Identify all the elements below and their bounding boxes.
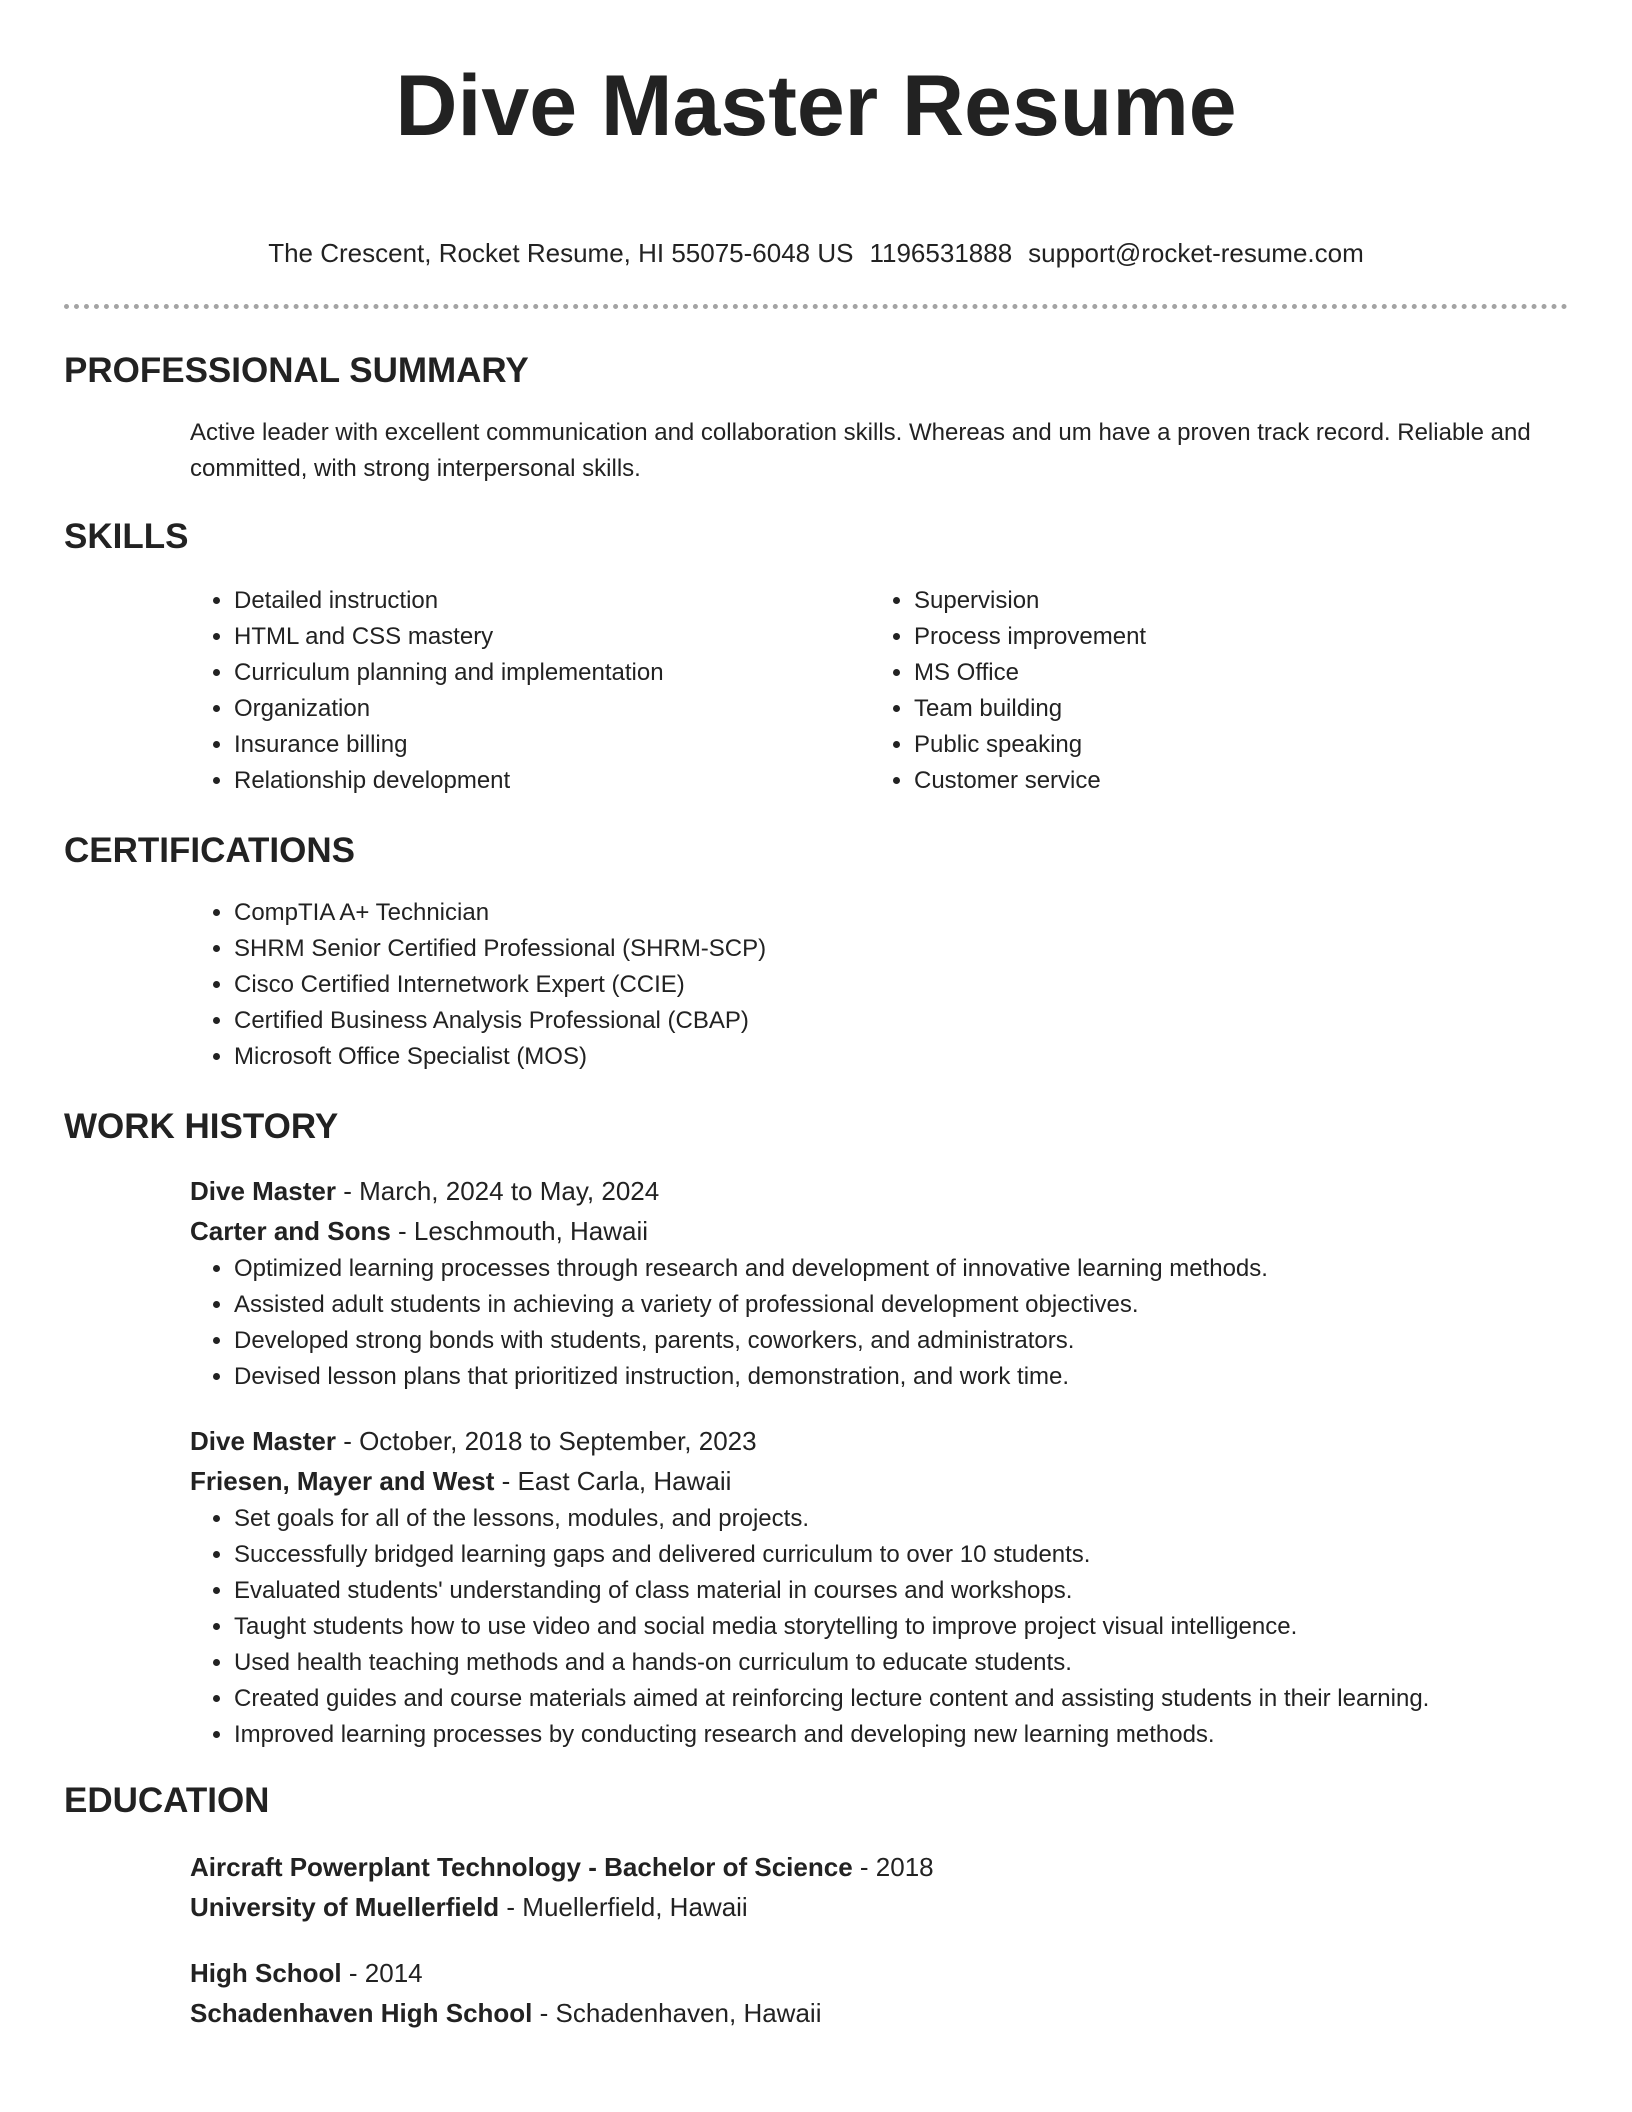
education-heading: EDUCATION [64,1781,270,1820]
certifications-list [190,895,1568,1075]
certification-item: • Certified Business Analysis Professional (CBAP) [234,1003,1568,1039]
job-duty-item: • Optimized learning processes through research and development of innovative learning methods. [234,1251,1568,1287]
job-location: - Leschmouth, Hawaii [390,1216,649,1246]
certification-item: • CompTIA A+ Technician [234,895,1568,931]
education-body [190,1847,1568,2033]
skills-list-left [190,583,870,799]
job-entry [190,1421,1568,1753]
header-divider [64,304,1568,309]
job-entry [190,1171,1568,1395]
skills-list-right [870,583,1550,799]
job-duties-list [190,1251,1568,1395]
job-company-line [190,1211,1568,1251]
contact-address: The Crescent, Rocket Resume, HI 55075-6048 US [268,238,854,268]
job-duty-item: • Successfully bridged learning gaps and delivered curriculum to over 10 students. [234,1537,1568,1573]
education-degree-line [190,1847,1568,1887]
job-title-line [190,1171,1568,1211]
job-duty-item: • Developed strong bonds with students, parents, coworkers, and administrators. [234,1323,1568,1359]
job-location: - East Carla, Hawaii [494,1466,732,1496]
skills-heading: SKILLS [64,517,189,556]
job-duty-item: • Devised lesson plans that prioritized instruction, demonstration, and work time. [234,1359,1568,1395]
education-year: - 2014 [341,1958,423,1988]
skill-item: • Curriculum planning and implementation [234,655,870,691]
work-history-body [190,1171,1568,1753]
education-entry [190,1847,1568,1927]
skills-column-right [870,583,1550,799]
contact-email: support@rocket-resume.com [1028,238,1364,268]
contact-line [64,236,1568,270]
skill-item: • Public speaking [914,727,1550,763]
job-duty-item: • Set goals for all of the lessons, modules, and projects. [234,1501,1568,1537]
education-year: - 2018 [852,1852,934,1882]
summary-text: Active leader with excellent communication and collaboration skills. Whereas and um have a proven track record. Reliable and committed, with strong interpersonal skills. [190,419,1531,482]
education-school-line [190,1993,1568,2033]
certification-item: • SHRM Senior Certified Professional (SHRM-SCP) [234,931,1568,967]
skill-item: • Supervision [914,583,1550,619]
job-duty-item: • Assisted adult students in achieving a variety of professional development objectives. [234,1287,1568,1323]
job-dates: - March, 2024 to May, 2024 [335,1176,660,1206]
job-dates: - October, 2018 to September, 2023 [335,1426,757,1456]
skill-item: • HTML and CSS mastery [234,619,870,655]
summary-heading: PROFESSIONAL SUMMARY [64,351,529,390]
skill-item: • Customer service [914,763,1550,799]
job-duties-list [190,1501,1568,1753]
education-degree: High School [190,1958,342,1988]
job-role: Dive Master [190,1426,336,1456]
education-degree-line [190,1953,1568,1993]
job-company-line [190,1461,1568,1501]
skill-item: • Process improvement [914,619,1550,655]
certification-item: • Cisco Certified Internetwork Expert (CCIE) [234,967,1568,1003]
job-duty-item: • Taught students how to use video and social media storytelling to improve project visual intelligence. [234,1609,1568,1645]
job-duty-item: • Evaluated students' understanding of class material in courses and workshops. [234,1573,1568,1609]
job-duty-item: • Used health teaching methods and a hands-on curriculum to educate students. [234,1645,1568,1681]
contact-phone: 1196531888 [869,238,1013,268]
skills-column-left [190,583,870,799]
education-location: - Schadenhaven, Hawaii [532,1998,822,2028]
skills-columns [190,583,1568,799]
education-school: University of Muellerfield [190,1892,500,1922]
resume-title: Dive Master Resume [395,58,1237,154]
education-location: - Muellerfield, Hawaii [499,1892,748,1922]
education-school: Schadenhaven High School [190,1998,533,2028]
job-company: Carter and Sons [190,1216,391,1246]
job-title-line [190,1421,1568,1461]
skill-item: • Detailed instruction [234,583,870,619]
certifications-body [190,895,1568,1075]
certifications-heading: CERTIFICATIONS [64,831,356,870]
certification-item: • Microsoft Office Specialist (MOS) [234,1039,1568,1075]
skill-item: • Team building [914,691,1550,727]
job-company: Friesen, Mayer and West [190,1466,495,1496]
skill-item: • MS Office [914,655,1550,691]
skill-item: • Organization [234,691,870,727]
job-role: Dive Master [190,1176,336,1206]
education-school-line [190,1887,1568,1927]
education-entry [190,1953,1568,2033]
skill-item: • Relationship development [234,763,870,799]
skill-item: • Insurance billing [234,727,870,763]
education-degree: Aircraft Powerplant Technology - Bachelor of Science [190,1852,853,1882]
job-duty-item: • Created guides and course materials aimed at reinforcing lecture content and assisting students in their learning. [234,1681,1568,1717]
work-history-heading: WORK HISTORY [64,1107,339,1146]
job-duty-item: • Improved learning processes by conducting research and developing new learning methods. [234,1717,1568,1753]
